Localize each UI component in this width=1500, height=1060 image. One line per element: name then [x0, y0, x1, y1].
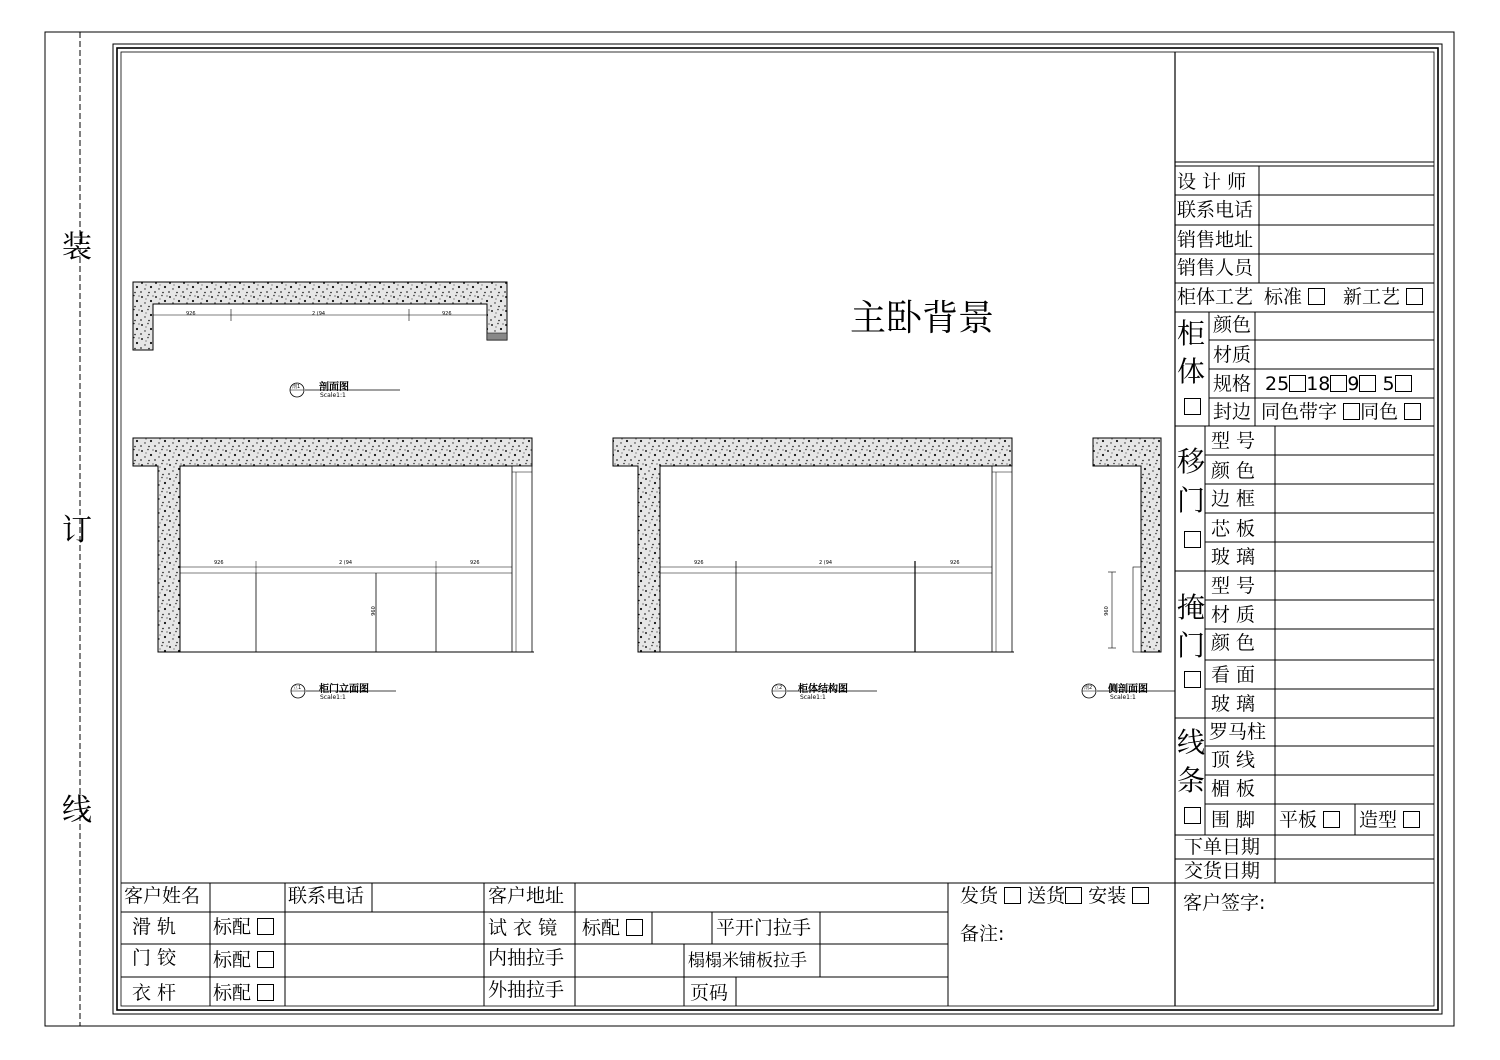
ship-checkbox[interactable] [1004, 887, 1021, 904]
page-number-label: 页码 [690, 982, 729, 1004]
roman-column-label: 罗马柱 [1209, 721, 1267, 743]
line-char-2: 条 [1177, 764, 1206, 797]
hinge-std: 标配 [213, 951, 274, 970]
install-checkbox[interactable] [1132, 887, 1149, 904]
door-elevation-view [133, 438, 534, 698]
line-checkbox[interactable] [1184, 807, 1201, 824]
side-scale: Scale1:1 [1110, 694, 1136, 701]
swing-color-label: 颜 色 [1211, 632, 1256, 654]
skirt-label: 围 脚 [1211, 809, 1256, 831]
mirror-std: 标配 [582, 919, 643, 938]
binding-char-xian: 线 [62, 793, 92, 828]
swing-door-checkbox[interactable] [1184, 671, 1201, 688]
customer-name-label: 客户姓名 [124, 885, 201, 907]
lintel-label: 楣 板 [1211, 778, 1256, 800]
swing-handle-label: 平开门拉手 [716, 917, 812, 939]
section-tag: 剖1 [292, 384, 301, 390]
struct-title: 柜体结构图 [798, 684, 848, 695]
line-char-1: 线 [1177, 726, 1206, 759]
flat-checkbox[interactable] [1323, 811, 1340, 828]
cabinet-checkbox[interactable] [1184, 398, 1201, 415]
delivery-date-label: 交货日期 [1184, 860, 1261, 882]
section-dim-right: 926 [442, 311, 452, 317]
spec-9-checkbox[interactable] [1359, 375, 1376, 392]
tatami-handle-label: 榻榻米铺板拉手 [688, 951, 807, 971]
cabinet-spec-label: 规格 [1213, 373, 1252, 395]
door-elev-scale: Scale1:1 [320, 694, 346, 701]
door-dim-height: 960 [370, 606, 377, 616]
inner-handle-label: 内抽拉手 [488, 947, 565, 969]
struct-scale: Scale1:1 [800, 694, 826, 701]
spec-25-checkbox[interactable] [1289, 375, 1306, 392]
hinge-label: 门 铰 [132, 947, 177, 969]
side-section-view [1082, 438, 1175, 698]
slide-rail-label: 滑 轨 [132, 916, 177, 938]
edge-same-text-checkbox[interactable] [1343, 403, 1360, 420]
struct-dim-left: 926 [694, 560, 704, 566]
sales-person-label: 销售人员 [1177, 257, 1254, 279]
cabinet-material-label: 材质 [1213, 344, 1252, 366]
order-date-label: 下单日期 [1184, 836, 1261, 858]
swing-glass-label: 玻 璃 [1211, 693, 1256, 715]
sliding-char-2: 门 [1177, 484, 1206, 517]
sliding-door-checkbox[interactable] [1184, 531, 1201, 548]
sliding-frame-label: 边 框 [1211, 488, 1256, 510]
cabinet-edge-label: 封边 [1213, 401, 1252, 423]
new-craft-checkbox[interactable] [1406, 288, 1423, 305]
struct-dim-right: 926 [950, 560, 960, 566]
spec-5-checkbox[interactable] [1395, 375, 1412, 392]
door-dim-mid: 2 (94 [339, 560, 353, 566]
struct-dim-mid: 2 (94 [819, 560, 833, 566]
craft-standard: 标准 [1264, 288, 1325, 307]
standard-checkbox[interactable] [1308, 288, 1325, 305]
sliding-glass-label: 玻 璃 [1211, 546, 1256, 568]
designer-label: 设 计 师 [1177, 171, 1247, 193]
customer-phone-label: 联系电话 [288, 885, 365, 907]
swing-char-1: 掩 [1177, 591, 1206, 624]
slide-rail-std: 标配 [213, 918, 274, 937]
cabinet-char-1: 柜 [1177, 317, 1206, 350]
cabinet-char-2: 体 [1177, 355, 1206, 388]
shaped-checkbox[interactable] [1403, 811, 1420, 828]
section-dim-left: 926 [186, 311, 196, 317]
door-dim-right: 926 [470, 560, 480, 566]
customer-signature-label: 客户签字: [1183, 892, 1266, 914]
edge-same-color-checkbox[interactable] [1404, 403, 1421, 420]
binding-char-ding: 订 [62, 513, 92, 548]
drawing-title: 主卧背景 [850, 298, 995, 339]
swing-model-label: 型 号 [1211, 575, 1256, 597]
logistics-options: 发货 送货 安装 [960, 887, 1149, 906]
rod-label: 衣 杆 [132, 982, 177, 1004]
side-dim-height: 960 [1103, 606, 1110, 616]
side-tag: 剖2 [1084, 685, 1093, 691]
skirt-flat: 平板 [1279, 811, 1340, 830]
struct-tag: 立2 [774, 685, 783, 691]
slide-rail-checkbox[interactable] [257, 918, 274, 935]
spec-options: 25 18 9 5 [1265, 375, 1412, 394]
rod-checkbox[interactable] [257, 984, 274, 1001]
sliding-char-1: 移 [1177, 445, 1206, 478]
sliding-color-label: 颜 色 [1211, 460, 1256, 482]
customer-address-label: 客户地址 [488, 885, 565, 907]
side-title: 侧剖面图 [1108, 684, 1148, 695]
door-dim-left: 926 [214, 560, 224, 566]
door-tag: 立1 [293, 685, 302, 691]
binding-char-zhuang: 装 [62, 230, 92, 265]
mirror-label: 试 衣 镜 [488, 917, 558, 939]
section-scale: Scale1:1 [320, 392, 346, 399]
cabinet-color-label: 颜色 [1213, 314, 1252, 336]
spec-18-checkbox[interactable] [1330, 375, 1347, 392]
sliding-model-label: 型 号 [1211, 430, 1256, 452]
craft-new: 新工艺 [1343, 288, 1423, 307]
section-title: 剖面图 [319, 382, 349, 393]
hinge-checkbox[interactable] [257, 951, 274, 968]
sales-address-label: 销售地址 [1177, 229, 1254, 251]
designer-phone-label: 联系电话 [1177, 199, 1254, 221]
door-elev-title: 柜门立面图 [319, 684, 369, 695]
remark-label: 备注: [960, 923, 1005, 945]
skirt-shaped: 造型 [1359, 811, 1420, 830]
rod-std: 标配 [213, 984, 274, 1003]
swing-material-label: 材 质 [1211, 604, 1256, 626]
cabinet-craft-label: 柜体工艺 [1177, 286, 1254, 308]
outer-handle-label: 外抽拉手 [488, 979, 565, 1001]
deliver-checkbox[interactable] [1065, 887, 1082, 904]
section-dim-mid: 2 (94 [312, 311, 326, 317]
cabinet-structure-view [613, 438, 1014, 698]
swing-char-2: 门 [1177, 629, 1206, 662]
top-line-label: 顶 线 [1211, 749, 1256, 771]
mirror-checkbox[interactable] [626, 919, 643, 936]
swing-face-label: 看 面 [1211, 664, 1256, 686]
edge-options: 同色带字 同色 [1261, 403, 1421, 422]
sliding-core-label: 芯 板 [1211, 518, 1256, 540]
